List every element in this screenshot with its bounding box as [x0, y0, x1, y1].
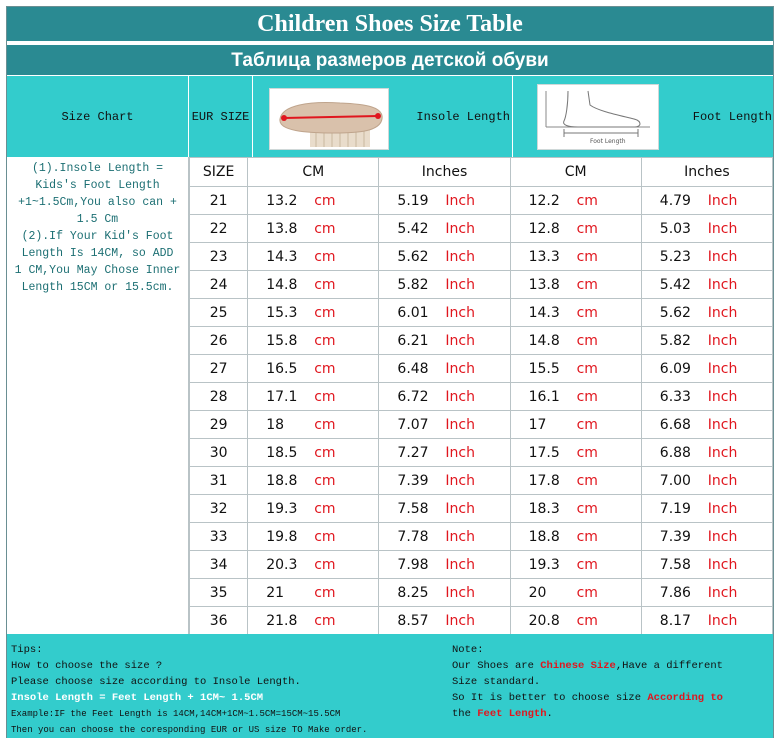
foot-cm-cell-unit: cm [576, 556, 598, 573]
insole-cm-cell-unit: cm [314, 584, 336, 601]
size-cell: 36 [190, 607, 248, 635]
insole-cm-cell-unit: cm [314, 220, 336, 237]
note-text: ,Have a different [615, 660, 723, 672]
foot-image [537, 84, 659, 150]
table-row [190, 523, 773, 551]
foot-inch-cell-unit: Inch [707, 472, 738, 489]
insole-inch-cell [379, 355, 510, 383]
foot-cm-cell-unit: cm [576, 584, 598, 601]
insole-inch-cell-unit: Inch [445, 388, 475, 405]
insole-inch-cell-unit: Inch [445, 192, 475, 209]
insole-cm-cell-value: 18 [266, 416, 285, 433]
size-cell: 34 [190, 551, 248, 579]
insole-cm-cell-unit: cm [314, 304, 336, 321]
column-header-foot-inches: Inches [641, 158, 772, 187]
note-line: Size standard. [452, 676, 541, 688]
foot-cm-cell-value: 17.5 [528, 444, 560, 461]
size-cell: 30 [190, 439, 248, 467]
foot-cm-cell-value: 12.2 [528, 192, 560, 209]
insole-cm-cell [248, 383, 379, 411]
foot-inch-cell-unit: Inch [707, 332, 738, 349]
insole-cm-cell-unit: cm [314, 276, 336, 293]
insole-cm-cell-unit: cm [314, 556, 336, 573]
size-cell: 28 [190, 383, 248, 411]
foot-inch-cell-value: 7.86 [659, 584, 691, 601]
note-line: +1~1.5Cm,You also can + [18, 196, 177, 209]
note-line: 1 CM,You May Chose Inner [14, 264, 181, 277]
foot-inch-cell [641, 439, 772, 467]
foot-inch-cell [641, 187, 772, 215]
foot-inch-cell [641, 607, 772, 635]
size-cell: 33 [190, 523, 248, 551]
foot-inch-cell-unit: Inch [707, 584, 738, 601]
foot-cm-cell-value: 17.8 [528, 472, 560, 489]
foot-cm-cell-value: 12.8 [528, 220, 560, 237]
size-table [189, 157, 773, 635]
insole-inch-cell [379, 607, 510, 635]
insole-inch-cell [379, 383, 510, 411]
foot-cm-cell-unit: cm [576, 528, 598, 545]
note-line [452, 658, 772, 674]
insole-cm-cell-value: 17.1 [266, 388, 298, 405]
foot-cm-cell [510, 411, 641, 439]
insole-cm-cell-value: 15.8 [266, 332, 298, 349]
insole-icon [270, 89, 388, 149]
insole-cm-cell [248, 495, 379, 523]
insole-inch-cell [379, 523, 510, 551]
insole-inch-cell [379, 439, 510, 467]
table-row [190, 439, 773, 467]
size-chart-label: Size Chart [7, 76, 189, 158]
foot-inch-cell-value: 6.68 [659, 416, 691, 433]
foot-inch-cell-unit: Inch [707, 248, 738, 265]
page-title: Children Shoes Size Table [257, 10, 523, 37]
foot-inch-cell-unit: Inch [707, 304, 738, 321]
tips-line: How to choose the size ? [11, 660, 163, 672]
foot-cm-cell-unit: cm [576, 388, 598, 405]
size-cell: 31 [190, 467, 248, 495]
insole-inch-cell-unit: Inch [445, 304, 475, 321]
insole-inch-cell-value: 7.78 [397, 528, 429, 545]
table-row [190, 467, 773, 495]
note-line [452, 690, 772, 706]
insole-cm-cell-value: 21 [266, 584, 285, 601]
insole-inch-cell [379, 467, 510, 495]
foot-inch-cell-value: 5.62 [659, 304, 691, 321]
foot-cm-cell-value: 13.8 [528, 276, 560, 293]
insole-inch-cell-unit: Inch [445, 612, 475, 629]
note-highlight: Feet Length [477, 708, 547, 720]
foot-cm-cell-value: 18.8 [528, 528, 560, 545]
size-cell: 29 [190, 411, 248, 439]
insole-inch-cell-value: 7.07 [397, 416, 429, 433]
foot-cm-cell [510, 327, 641, 355]
foot-inch-cell-value: 7.39 [659, 528, 691, 545]
note-panel [452, 642, 772, 722]
insole-cm-cell-unit: cm [314, 332, 336, 349]
page-subtitle: Таблица размеров детской обуви [231, 50, 549, 71]
insole-cm-cell [248, 187, 379, 215]
note-text: . [546, 708, 553, 720]
foot-cm-cell-unit: cm [576, 360, 598, 377]
insole-cm-cell-value: 18.5 [266, 444, 298, 461]
insole-inch-cell-unit: Inch [445, 444, 475, 461]
insole-inch-cell-value: 7.27 [397, 444, 429, 461]
foot-inch-cell-value: 5.23 [659, 248, 691, 265]
foot-inch-cell [641, 243, 772, 271]
table-row [190, 299, 773, 327]
foot-inch-cell-unit: Inch [707, 276, 738, 293]
foot-inch-cell-unit: Inch [707, 528, 738, 545]
foot-cm-cell [510, 187, 641, 215]
insole-cm-cell-unit: cm [314, 472, 336, 489]
foot-cm-cell-value: 20 [528, 584, 547, 601]
table-row [190, 411, 773, 439]
foot-cm-cell [510, 607, 641, 635]
insole-inch-cell-value: 5.82 [397, 276, 429, 293]
note-line: Kids's Foot Length [35, 179, 160, 192]
tips-formula: Insole Length = Feet Length + 1CM~ 1.5CM [11, 692, 264, 704]
foot-cm-cell [510, 495, 641, 523]
foot-cm-cell-unit: cm [576, 332, 598, 349]
column-header-size: SIZE [190, 158, 248, 187]
foot-length-image-label: Foot Length [590, 138, 626, 145]
foot-cm-cell [510, 467, 641, 495]
table-row [190, 187, 773, 215]
insole-inch-cell [379, 187, 510, 215]
insole-cm-cell-unit: cm [314, 248, 336, 265]
insole-cm-cell [248, 579, 379, 607]
foot-cm-cell-unit: cm [576, 192, 598, 209]
insole-inch-cell-unit: Inch [445, 360, 475, 377]
foot-cm-cell [510, 215, 641, 243]
table-row [190, 495, 773, 523]
foot-inch-cell-value: 5.03 [659, 220, 691, 237]
insole-cm-cell-value: 14.8 [266, 276, 298, 293]
table-header-row [190, 158, 773, 187]
insole-cm-cell [248, 467, 379, 495]
foot-inch-cell-unit: Inch [707, 612, 738, 629]
foot-cm-cell [510, 243, 641, 271]
foot-cm-cell-unit: cm [576, 248, 598, 265]
foot-inch-cell-unit: Inch [707, 360, 738, 377]
foot-inch-cell-unit: Inch [707, 192, 738, 209]
insole-inch-cell-unit: Inch [445, 276, 475, 293]
foot-cm-cell-unit: cm [576, 444, 598, 461]
tips-heading: Tips: [11, 644, 43, 656]
foot-cm-cell [510, 439, 641, 467]
foot-length-label: Foot Length [692, 110, 772, 124]
foot-inch-cell [641, 411, 772, 439]
foot-cm-cell-unit: cm [576, 276, 598, 293]
note-text: So It is better to choose size [452, 692, 648, 704]
foot-inch-cell-value: 7.19 [659, 500, 691, 517]
foot-cm-cell-value: 16.1 [528, 388, 560, 405]
foot-cm-cell-value: 15.5 [528, 360, 560, 377]
foot-inch-cell-value: 6.33 [659, 388, 691, 405]
foot-cm-cell [510, 551, 641, 579]
insole-inch-cell-unit: Inch [445, 416, 475, 433]
table-row [190, 355, 773, 383]
foot-inch-cell-unit: Inch [707, 556, 738, 573]
foot-cm-cell-unit: cm [576, 416, 598, 433]
eur-size-label: EUR SIZE [189, 76, 253, 158]
size-cell: 25 [190, 299, 248, 327]
table-row [190, 243, 773, 271]
insole-inch-cell-value: 6.48 [397, 360, 429, 377]
insole-inch-cell [379, 215, 510, 243]
insole-inch-cell-value: 7.58 [397, 500, 429, 517]
insole-inch-cell-unit: Inch [445, 332, 475, 349]
note-text: Our Shoes are [452, 660, 541, 672]
insole-inch-cell-value: 7.98 [397, 556, 429, 573]
subtitle-bar [7, 43, 773, 77]
insole-cm-cell [248, 271, 379, 299]
size-cell: 23 [190, 243, 248, 271]
foot-cm-cell [510, 383, 641, 411]
foot-cm-cell-unit: cm [576, 612, 598, 629]
note-text: the [452, 708, 478, 720]
tips-line: Please choose size according to Insole Length. [11, 676, 301, 688]
foot-inch-cell-value: 5.42 [659, 276, 691, 293]
insole-cm-cell-value: 13.2 [266, 192, 298, 209]
column-header-inches: Inches [379, 158, 510, 187]
note-line: Length 15CM or 15.5cm. [21, 281, 174, 294]
note-line: (1).Insole Length = [31, 162, 164, 175]
insole-inch-cell-value: 8.25 [397, 584, 429, 601]
insole-inch-cell [379, 243, 510, 271]
foot-cm-cell-value: 18.3 [528, 500, 560, 517]
insole-cm-cell [248, 299, 379, 327]
foot-cm-cell [510, 523, 641, 551]
insole-cm-cell-unit: cm [314, 528, 336, 545]
size-cell: 26 [190, 327, 248, 355]
insole-inch-cell-value: 6.72 [397, 388, 429, 405]
foot-cm-cell-value: 20.8 [528, 612, 560, 629]
foot-inch-cell-unit: Inch [707, 416, 738, 433]
size-cell: 22 [190, 215, 248, 243]
table-row [190, 579, 773, 607]
insole-cm-cell-unit: cm [314, 612, 336, 629]
insole-inch-cell [379, 495, 510, 523]
foot-cm-cell-unit: cm [576, 220, 598, 237]
foot-inch-cell-value: 7.00 [659, 472, 691, 489]
insole-inch-cell-value: 5.42 [397, 220, 429, 237]
insole-cm-cell-value: 15.3 [266, 304, 298, 321]
insole-cm-cell-unit: cm [314, 500, 336, 517]
note-line: 1.5 Cm [76, 213, 119, 226]
insole-inch-cell-value: 5.62 [397, 248, 429, 265]
insole-cm-cell-value: 19.3 [266, 500, 298, 517]
insole-inch-cell-value: 6.21 [397, 332, 429, 349]
insole-cm-cell-unit: cm [314, 388, 336, 405]
foot-cm-cell [510, 299, 641, 327]
insole-cm-cell [248, 243, 379, 271]
tips-line: Then you can choose the coresponding EUR or US size TO Make order. [11, 725, 368, 735]
foot-cm-cell-value: 17 [528, 416, 547, 433]
note-line: Length Is 14CM, so ADD [21, 247, 174, 260]
insole-inch-cell [379, 299, 510, 327]
insole-inch-cell-unit: Inch [445, 220, 475, 237]
insole-cm-cell [248, 607, 379, 635]
insole-cm-cell [248, 411, 379, 439]
notes-panel [7, 157, 189, 635]
insole-inch-cell [379, 579, 510, 607]
insole-cm-cell-value: 20.3 [266, 556, 298, 573]
foot-inch-cell-unit: Inch [707, 500, 738, 517]
insole-cm-cell-unit: cm [314, 444, 336, 461]
table-row [190, 607, 773, 635]
note-heading: Note: [452, 644, 484, 656]
insole-inch-cell [379, 271, 510, 299]
note-line: (2).If Your Kid's Foot [21, 230, 174, 243]
insole-inch-cell [379, 411, 510, 439]
insole-cm-cell [248, 523, 379, 551]
foot-cm-cell-unit: cm [576, 304, 598, 321]
insole-cm-cell-unit: cm [314, 192, 336, 209]
size-cell: 35 [190, 579, 248, 607]
insole-inch-cell-value: 8.57 [397, 612, 429, 629]
table-row [190, 271, 773, 299]
foot-inch-cell [641, 523, 772, 551]
insole-cm-cell-value: 13.8 [266, 220, 298, 237]
insole-cm-cell-unit: cm [314, 360, 336, 377]
insole-cm-cell-value: 18.8 [266, 472, 298, 489]
insole-cm-cell [248, 439, 379, 467]
insole-inch-cell-unit: Inch [445, 584, 475, 601]
table-row [190, 383, 773, 411]
foot-inch-cell-value: 5.82 [659, 332, 691, 349]
foot-inch-cell-value: 6.88 [659, 444, 691, 461]
insole-inch-cell-value: 7.39 [397, 472, 429, 489]
foot-cm-cell [510, 579, 641, 607]
insole-cm-cell [248, 355, 379, 383]
foot-inch-cell-value: 4.79 [659, 192, 691, 209]
note-line [452, 706, 772, 722]
table-row [190, 327, 773, 355]
foot-measure-icon [538, 85, 658, 149]
note-highlight: According to [647, 692, 723, 704]
insole-inch-cell-unit: Inch [445, 248, 475, 265]
foot-cm-cell [510, 271, 641, 299]
foot-inch-cell-unit: Inch [707, 220, 738, 237]
insole-cm-cell [248, 215, 379, 243]
foot-inch-cell-value: 8.17 [659, 612, 691, 629]
foot-inch-cell-value: 7.58 [659, 556, 691, 573]
foot-cm-cell-value: 19.3 [528, 556, 560, 573]
foot-cm-cell-value: 14.8 [528, 332, 560, 349]
table-row [190, 215, 773, 243]
insole-inch-cell-unit: Inch [445, 500, 475, 517]
tips-left [11, 642, 441, 738]
note-highlight: Chinese Size [540, 660, 616, 672]
header-row [7, 75, 773, 158]
insole-cm-cell-unit: cm [314, 416, 336, 433]
insole-inch-cell-unit: Inch [445, 472, 475, 489]
foot-cm-cell-unit: cm [576, 472, 598, 489]
size-cell: 32 [190, 495, 248, 523]
foot-inch-cell-unit: Inch [707, 444, 738, 461]
foot-inch-cell [641, 579, 772, 607]
size-cell: 27 [190, 355, 248, 383]
tips-panel [7, 634, 773, 738]
foot-inch-cell-unit: Inch [707, 388, 738, 405]
insole-inch-cell-value: 6.01 [397, 304, 429, 321]
insole-inch-cell [379, 551, 510, 579]
foot-inch-cell [641, 327, 772, 355]
foot-inch-cell-value: 6.09 [659, 360, 691, 377]
tips-example: Example:IF the Feet Length is 14CM,14CM+1CM~1.5CM=15CM~15.5CM [11, 709, 341, 719]
column-header-foot-cm: CM [510, 158, 641, 187]
insole-cm-cell [248, 327, 379, 355]
insole-inch-cell [379, 327, 510, 355]
foot-inch-cell [641, 551, 772, 579]
foot-inch-cell [641, 271, 772, 299]
size-cell: 21 [190, 187, 248, 215]
foot-inch-cell [641, 355, 772, 383]
foot-inch-cell [641, 299, 772, 327]
table-row [190, 551, 773, 579]
foot-cm-cell [510, 355, 641, 383]
insole-inch-cell-unit: Inch [445, 528, 475, 545]
insole-cm-cell-value: 19.8 [266, 528, 298, 545]
foot-inch-cell [641, 467, 772, 495]
size-table-frame [6, 6, 774, 738]
insole-image [269, 88, 389, 150]
foot-inch-cell [641, 383, 772, 411]
insole-inch-cell-value: 5.19 [397, 192, 429, 209]
insole-cm-cell-value: 16.5 [266, 360, 298, 377]
column-header-cm: CM [248, 158, 379, 187]
title-bar [7, 7, 773, 41]
foot-cm-cell-value: 13.3 [528, 248, 560, 265]
foot-inch-cell [641, 215, 772, 243]
size-cell: 24 [190, 271, 248, 299]
insole-cm-cell-value: 14.3 [266, 248, 298, 265]
insole-inch-cell-unit: Inch [445, 556, 475, 573]
insole-cm-cell-value: 21.8 [266, 612, 298, 629]
foot-inch-cell [641, 495, 772, 523]
foot-cm-cell-value: 14.3 [528, 304, 560, 321]
insole-cm-cell [248, 551, 379, 579]
foot-cm-cell-unit: cm [576, 500, 598, 517]
insole-length-label: Insole Length [416, 110, 510, 124]
